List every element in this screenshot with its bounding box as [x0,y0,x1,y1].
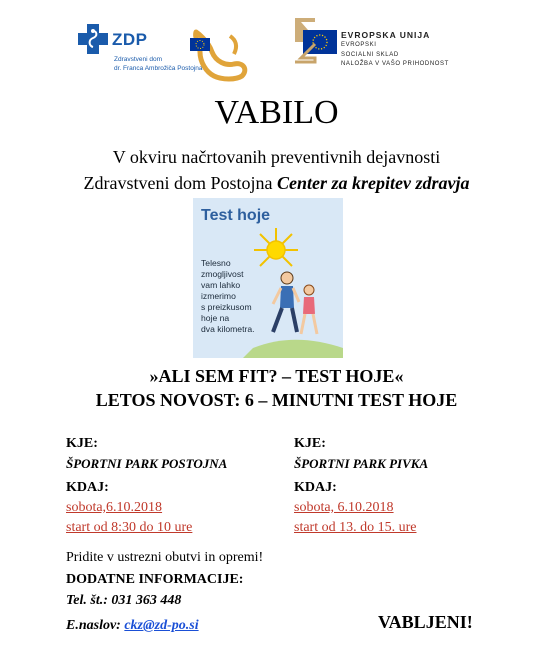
intro-organizer: Zdravstveni dom Postojna [83,173,277,193]
poster-heading: Test hoje [201,207,271,224]
page-title: VABILO [214,94,339,131]
place-name: ŠPORTNI PARK POSTOJNA [66,456,228,471]
where-label: KJE: [66,436,98,451]
zdp-sub-line1: Zdravstveni dom [114,56,163,63]
where-label: KJE: [294,436,326,451]
zdp-cross-icon [76,22,110,56]
intro-center-name: Center za krepitev zdravja [277,173,470,193]
event-date: sobota, 6.10.2018 [294,500,394,515]
eu-fund-line2: SOCIALNI SKLAD [341,51,399,58]
eu-fund-line1: EVROPSKI [341,42,377,48]
poster-illustration [193,198,343,358]
more-info-heading: DODATNE INFORMACIJE: [66,572,244,587]
poster-text-line: izmerimo [201,291,236,301]
zdp-sub-line2: dr. Franca Ambrožiča Postojna [114,65,203,72]
zdp-logo [76,22,203,82]
eu-flag-icon [293,16,339,64]
intro-line-2 [0,173,553,194]
place-name: ŠPORTNI PARK PIVKA [294,456,429,471]
email-label: E.naslov: [66,618,125,633]
email-link[interactable]: ckz@zd-po.si [124,618,199,633]
location-postojna [66,434,227,538]
eu-fund-line3: NALOŽBA V VAŠO PRIHODNOST [341,61,449,67]
event-headline: »ALI SEM FIT? – TEST HOJE« [149,366,404,386]
poster-text-line: dva kilometra. [201,324,255,334]
event-date: sobota,6.10.2018 [66,500,163,515]
poster-text-line: zmogljivost [201,269,244,279]
poster-text-line: s preizkusom [201,302,252,312]
equipment-note: Pridite v ustrezni obutvi in opremi! [66,550,264,565]
event-time: start od 8:30 do 10 ure [66,520,193,535]
when-label: KDAJ: [294,480,337,495]
event-novelty-headline: LETOS NOVOST: 6 – MINUTNI TEST HOJE [95,390,458,410]
poster-text-line: vam lahko [201,280,241,290]
event-time: start od 13. do 15. ure [294,520,417,535]
walking-test-poster [193,198,343,358]
poster-text-line: Telesno [201,258,231,268]
invited-closing: VABLJENI! [378,612,473,632]
location-pivka [294,434,428,538]
phone-number: Tel. št.: 031 363 448 [66,593,182,608]
eu-logo-text [341,30,449,69]
when-label: KDAJ: [66,480,109,495]
kangaroo-logo-icon [186,26,256,82]
zdp-logo-name: ZDP [112,30,148,49]
eu-title: EVROPSKA UNIJA [341,30,431,40]
email-line [66,618,199,634]
eu-logo [293,16,463,66]
poster-text-line: hoje na [201,313,230,323]
intro-line-1: V okviru načrtovanih preventivnih dejavnosti [112,147,441,167]
